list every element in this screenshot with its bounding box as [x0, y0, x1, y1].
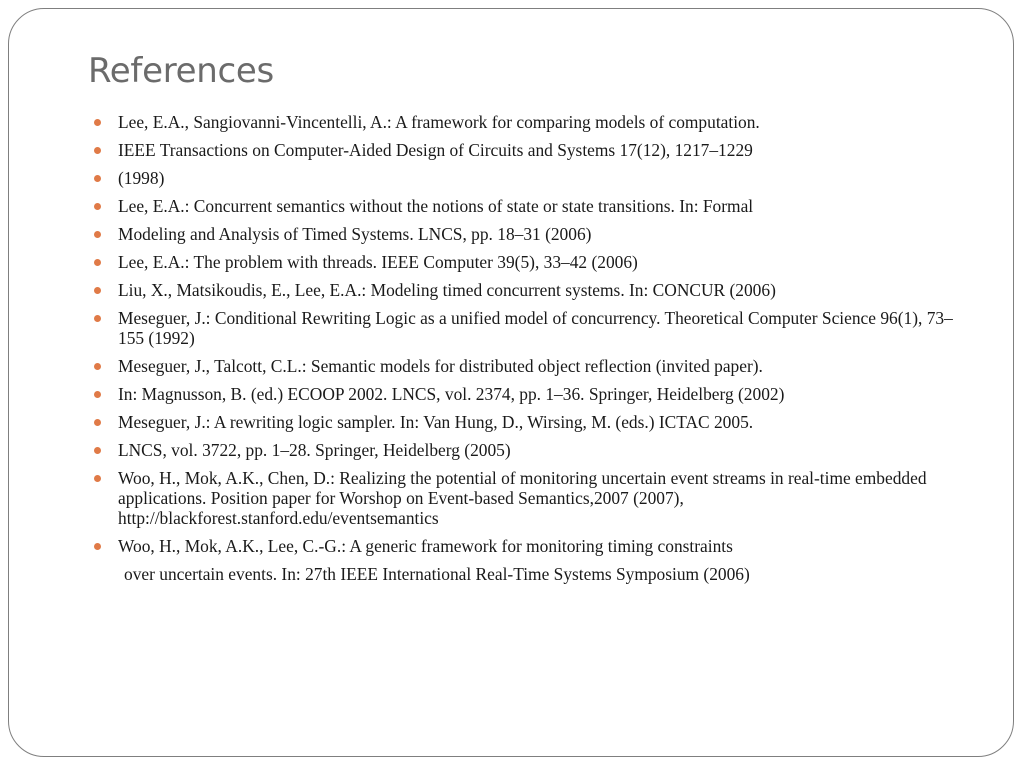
bullet-icon	[94, 175, 101, 182]
reference-text: IEEE Transactions on Computer-Aided Design of Circuits and Systems 17(12), 1217–1229	[118, 140, 753, 160]
reference-text: Meseguer, J.: Conditional Rewriting Logic as a unified model of concurrency. Theoretical Computer Science 96(1), 73–155 (1992)	[118, 308, 953, 348]
reference-item	[94, 536, 974, 556]
reference-text: over uncertain events. In: 27th IEEE International Real-Time Systems Symposium (2006)	[124, 564, 750, 584]
bullet-icon	[94, 119, 101, 126]
reference-item	[94, 168, 974, 188]
reference-text: Meseguer, J., Talcott, C.L.: Semantic models for distributed object reflection (invited paper).	[118, 356, 763, 376]
bullet-icon	[94, 203, 101, 210]
bullet-icon	[94, 363, 101, 370]
bullet-icon	[94, 287, 101, 294]
reference-text: In: Magnusson, B. (ed.) ECOOP 2002. LNCS, vol. 2374, pp. 1–36. Springer, Heidelberg (2002)	[118, 384, 785, 404]
bullet-icon	[94, 259, 101, 266]
reference-text: Lee, E.A.: The problem with threads. IEEE Computer 39(5), 33–42 (2006)	[118, 252, 638, 272]
reference-item	[94, 140, 974, 160]
reference-item	[94, 308, 974, 348]
reference-item	[94, 252, 974, 272]
reference-text: Woo, H., Mok, A.K., Chen, D.: Realizing the potential of monitoring uncertain event streams in real-time embedded applications. Position paper for Worshop on Event-based Semantics,2007 (2007), http://blackforest.stanford.edu/eventsemantics	[118, 468, 927, 528]
bullet-icon	[94, 475, 101, 482]
reference-text: Meseguer, J.: A rewriting logic sampler. In: Van Hung, D., Wirsing, M. (eds.) ICTAC 2005.	[118, 412, 754, 432]
reference-item	[94, 468, 974, 528]
reference-list	[94, 112, 974, 584]
reference-text: Lee, E.A., Sangiovanni-Vincentelli, A.: A framework for comparing models of computation.	[118, 112, 760, 132]
bullet-icon	[94, 147, 101, 154]
reference-text: Modeling and Analysis of Timed Systems. LNCS, pp. 18–31 (2006)	[118, 224, 592, 244]
reference-item	[94, 280, 974, 300]
bullet-icon	[94, 419, 101, 426]
bullet-icon	[94, 231, 101, 238]
reference-item	[94, 224, 974, 244]
bullet-icon	[94, 315, 101, 322]
reference-item	[94, 440, 974, 460]
reference-text: LNCS, vol. 3722, pp. 1–28. Springer, Heidelberg (2005)	[118, 440, 511, 460]
reference-text: Liu, X., Matsikoudis, E., Lee, E.A.: Modeling timed concurrent systems. In: CONCUR (2006)	[118, 280, 776, 300]
bullet-icon	[94, 391, 101, 398]
reference-text: (1998)	[118, 168, 165, 188]
slide-title: References	[88, 51, 274, 91]
reference-item	[94, 384, 974, 404]
reference-item	[94, 112, 974, 132]
reference-item	[94, 356, 974, 376]
reference-continuation	[94, 564, 974, 584]
reference-item	[94, 412, 974, 432]
reference-text: Lee, E.A.: Concurrent semantics without the notions of state or state transitions. In: Formal	[118, 196, 754, 216]
reference-item	[94, 196, 974, 216]
bullet-icon	[94, 447, 101, 454]
reference-text: Woo, H., Mok, A.K., Lee, C.-G.: A generic framework for monitoring timing constraints	[118, 536, 733, 556]
bullet-icon	[94, 543, 101, 550]
